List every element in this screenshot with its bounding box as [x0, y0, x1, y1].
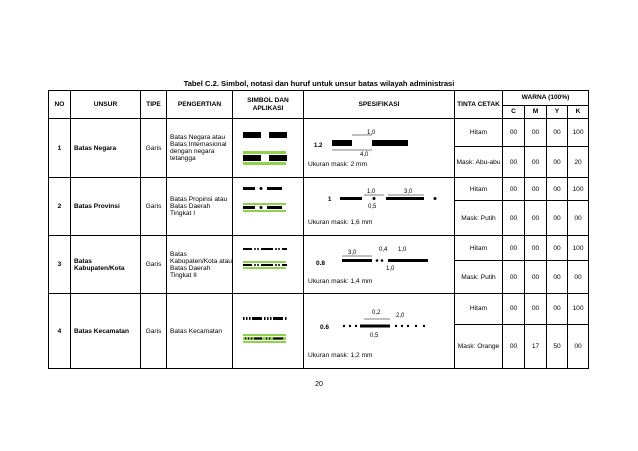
page-number: 20	[315, 381, 323, 388]
ink-name: Mask: Putih	[455, 261, 503, 294]
ink-k: 20	[568, 147, 589, 178]
table-row	[49, 294, 589, 325]
spec-label: 2,0	[396, 313, 405, 319]
ink-k: 00	[568, 324, 589, 368]
mask-size: Ukuran mask: 1,4 mm	[308, 277, 373, 285]
ink-y: 00	[547, 294, 568, 325]
row-tipe: Garis	[141, 236, 167, 294]
ink-m: 00	[525, 201, 547, 236]
header-y: Y	[547, 106, 568, 119]
ink-m: 00	[525, 119, 547, 147]
mask-size: Ukuran mask: 2 mm	[308, 161, 367, 168]
spec-label: 1	[328, 196, 332, 203]
row-tipe: Garis	[141, 178, 167, 236]
ink-name: Mask: Abu-abu	[455, 147, 503, 178]
ink-y: 50	[547, 324, 568, 368]
row-unsur: Batas Negara	[71, 119, 141, 178]
spec-label: 1.2	[314, 143, 323, 149]
spec-label: 3,0	[404, 188, 413, 195]
ink-k: 100	[568, 236, 589, 261]
row-pengertian: Batas Kecamatan	[167, 294, 233, 369]
ink-y: 00	[547, 236, 568, 261]
ink-k: 100	[568, 178, 589, 201]
ink-m: 17	[525, 324, 547, 368]
spec-label: 0.6	[320, 324, 330, 331]
header-warna: WARNA (100%)	[503, 91, 589, 106]
spec-label: 1,0	[367, 188, 376, 195]
header-tinta: TINTA CETAK	[455, 91, 503, 119]
mask-size: Ukuran mask: 1,6 mm	[308, 218, 373, 226]
row-pengertian: Batas Kabupaten/Kota atau Batas Daerah Tingkat II	[167, 236, 233, 294]
batas-provinsi-symbol	[233, 178, 304, 233]
row-unsur: Batas Provinsi	[71, 178, 141, 236]
batas-kabupaten-symbol	[233, 236, 304, 291]
row-unsur: Batas Kecamatan	[71, 294, 141, 369]
spec-cell	[304, 178, 455, 236]
spec-cell	[304, 236, 455, 294]
header-k: K	[568, 106, 589, 119]
header-unsur: UNSUR	[71, 91, 141, 119]
ink-k: 100	[568, 119, 589, 147]
ink-m: 00	[525, 178, 547, 201]
row-no: 4	[49, 294, 71, 369]
symbol-cell	[233, 236, 304, 294]
ink-y: 00	[547, 261, 568, 294]
batas-kecamatan-symbol	[233, 294, 304, 366]
ink-m: 00	[525, 294, 547, 325]
row-no: 2	[49, 178, 71, 236]
spec-label: 4,0	[360, 152, 369, 158]
ink-c: 00	[503, 294, 525, 325]
spec-label: 0.8	[316, 259, 326, 267]
ink-c: 00	[503, 119, 525, 147]
ink-name: Mask: Putih	[455, 201, 503, 236]
ink-y: 00	[547, 147, 568, 178]
ink-m: 00	[525, 147, 547, 178]
table-row	[49, 178, 589, 201]
ink-name: Hitam	[455, 119, 503, 147]
ink-c: 00	[503, 147, 525, 178]
header-m: M	[525, 106, 547, 119]
spec-label: 0,2	[372, 310, 381, 316]
spec-label: 0,5	[368, 203, 377, 210]
spec-cell	[304, 294, 455, 369]
row-pengertian: Batas Propinsi atau Batas Daerah Tingkat I	[167, 178, 233, 236]
spec-label: 0,5	[370, 333, 379, 339]
row-no: 1	[49, 119, 71, 178]
header-simbol: SIMBOL DAN APLIKASI	[233, 91, 304, 119]
ink-name: Hitam	[455, 236, 503, 261]
spec-label: 0,4	[379, 246, 388, 253]
ink-c: 00	[503, 178, 525, 201]
spec-label: 1,0	[398, 246, 407, 253]
ink-y: 00	[547, 119, 568, 147]
ink-k: 100	[568, 294, 589, 325]
spec-cell	[304, 119, 455, 178]
table-row	[49, 236, 589, 261]
spec-label: 3,0	[348, 249, 357, 256]
ink-c: 00	[503, 261, 525, 294]
header-c: C	[503, 106, 525, 119]
ink-k: 00	[568, 261, 589, 294]
table-caption: Tabel C.2. Simbol, notasi dan huruf untuk unsur batas wilayah administrasi	[183, 79, 455, 88]
batas-negara-symbol	[233, 119, 304, 175]
row-no: 3	[49, 236, 71, 294]
ink-name: Mask: Orange	[455, 324, 503, 368]
ink-m: 00	[525, 236, 547, 261]
ink-y: 00	[547, 201, 568, 236]
symbol-cell	[233, 178, 304, 236]
ink-c: 00	[503, 324, 525, 368]
header-pengertian: PENGERTIAN	[167, 91, 233, 119]
ink-c: 00	[503, 236, 525, 261]
row-tipe: Garis	[141, 119, 167, 178]
row-unsur: Batas Kabupaten/Kota	[71, 236, 141, 294]
ink-c: 00	[503, 201, 525, 236]
row-tipe: Garis	[141, 294, 167, 369]
ink-name: Hitam	[455, 294, 503, 325]
row-pengertian: Batas Negara atau Batas Internasional dengan negara tetangga	[167, 119, 233, 178]
symbol-cell	[233, 294, 304, 369]
ink-k: 00	[568, 201, 589, 236]
ink-name: Hitam	[455, 178, 503, 201]
ink-y: 00	[547, 178, 568, 201]
batas-kecamatan-spec-diagram	[304, 300, 454, 360]
header-spesifikasi: SPESIFIKASI	[304, 91, 455, 119]
mask-size: Ukuran mask: 1,2 mm	[308, 352, 373, 359]
table-row	[49, 119, 589, 147]
spec-label: 1,0	[367, 130, 376, 136]
ink-m: 00	[525, 261, 547, 294]
boundary-symbol-table	[48, 90, 589, 369]
symbol-cell	[233, 119, 304, 178]
header-no: NO	[49, 91, 71, 119]
header-tipe: TIPE	[141, 91, 167, 119]
spec-label: 1,0	[386, 265, 395, 272]
